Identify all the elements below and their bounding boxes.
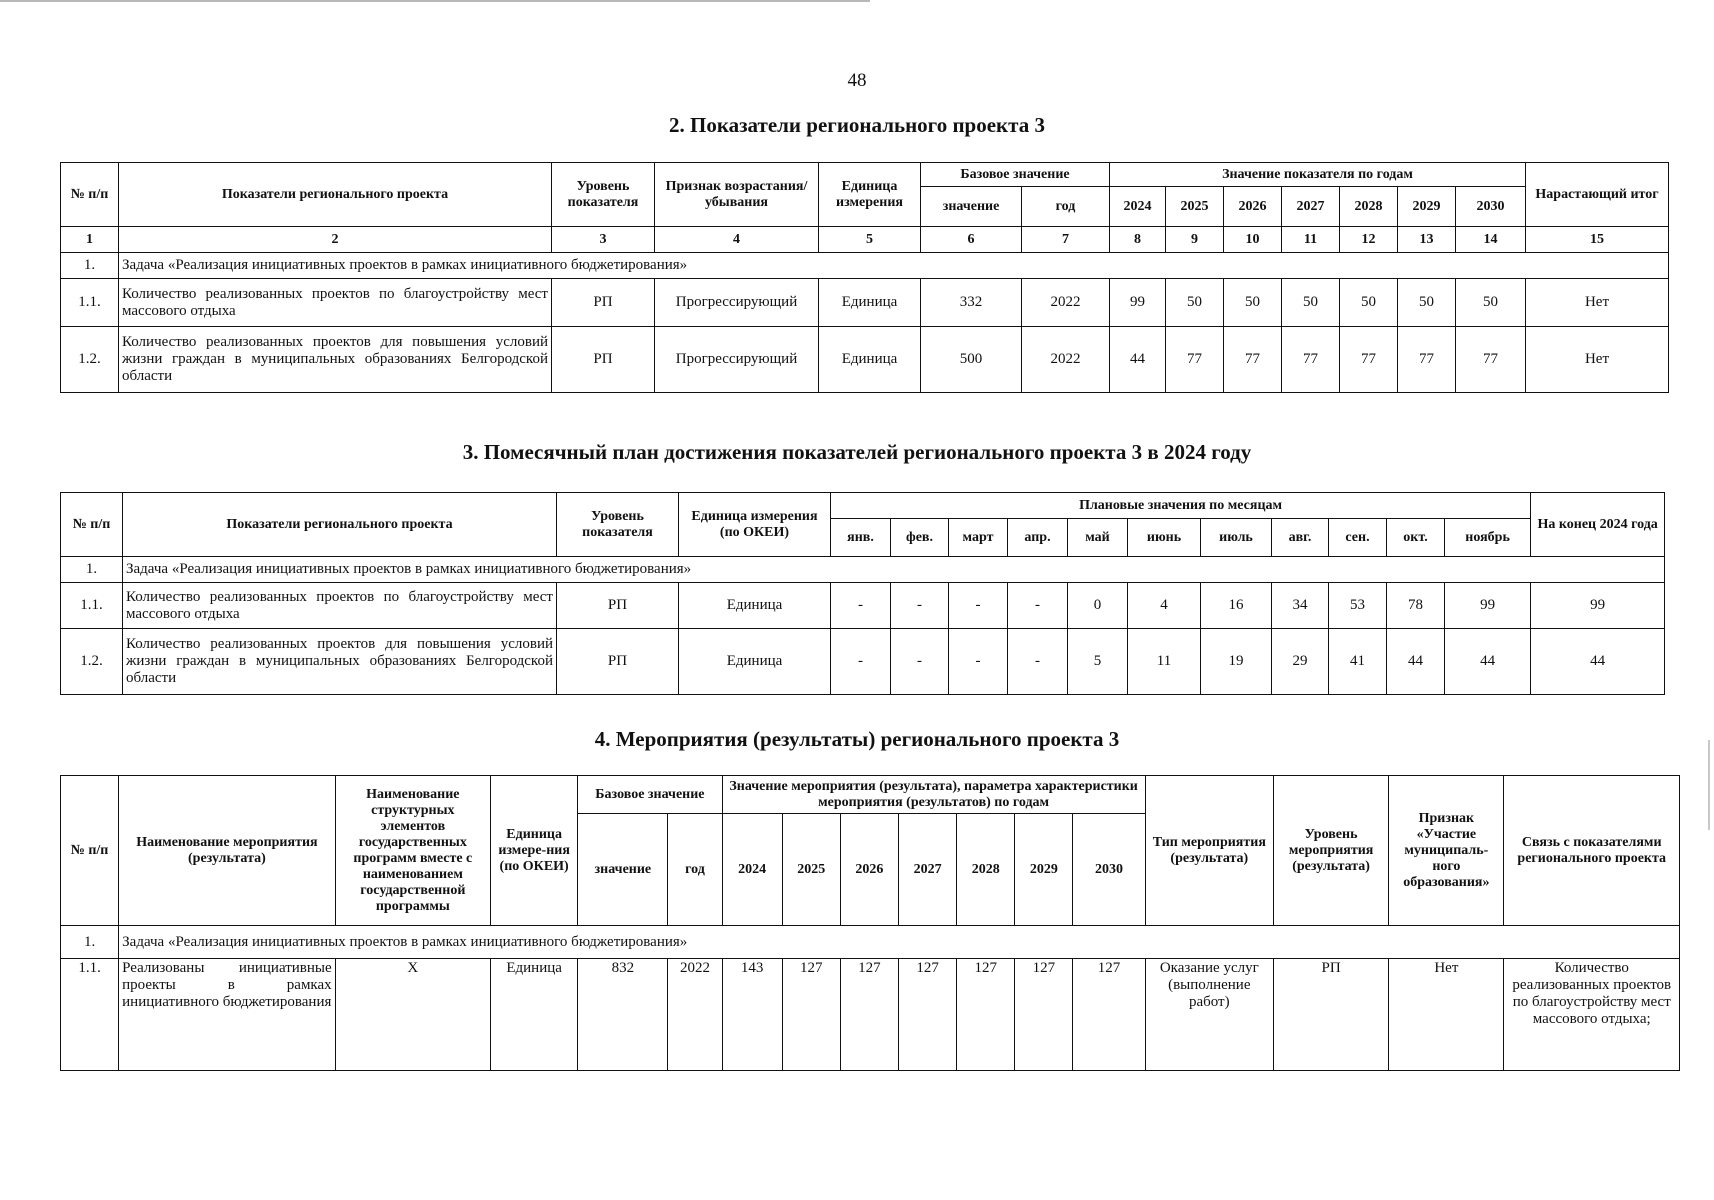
task-number: 1.: [61, 926, 119, 959]
structural-element: Х: [335, 959, 490, 1071]
activity-unit: Единица: [491, 959, 578, 1071]
indicator-sign: Прогрессирующий: [655, 327, 819, 393]
month-value: 41: [1329, 629, 1387, 695]
indicator-sign: Прогрессирующий: [655, 279, 819, 327]
col-unit-header: Единица измере-ния (по ОКЕИ): [491, 776, 578, 926]
col-indicator-header: Показатели регионального проекта: [123, 493, 557, 557]
year-value: 127: [782, 959, 840, 1071]
year-header: 2026: [1224, 187, 1282, 227]
month-value: 16: [1201, 583, 1272, 629]
column-number: 15: [1526, 227, 1669, 253]
base-year: 2022: [1022, 279, 1110, 327]
year-value: 143: [722, 959, 782, 1071]
column-number: 5: [819, 227, 921, 253]
cumulative-value: Нет: [1526, 327, 1669, 393]
end-value: 99: [1531, 583, 1665, 629]
col-num-header: № п/п: [61, 493, 123, 557]
section2-title: 2. Показатели регионального проекта 3: [669, 113, 1045, 137]
year-value: 77: [1282, 327, 1340, 393]
table-header-row: [61, 163, 1669, 187]
month-value: 44: [1387, 629, 1445, 695]
municipal-participation: Нет: [1389, 959, 1504, 1071]
year-value: 44: [1110, 327, 1166, 393]
column-number: 12: [1340, 227, 1398, 253]
month-header: окт.: [1387, 519, 1445, 557]
year-header: 2029: [1398, 187, 1456, 227]
table-row: [61, 629, 1665, 695]
scan-edge-right: [1708, 740, 1710, 830]
year-header: 2024: [1110, 187, 1166, 227]
month-value: 29: [1272, 629, 1329, 695]
month-header: ноябрь: [1445, 519, 1531, 557]
col-level-header: Уровень мероприятия (результата): [1273, 776, 1388, 926]
month-value: 4: [1128, 583, 1201, 629]
year-value: 127: [899, 959, 957, 1071]
col-municipal-header: Признак «Участие муниципаль-ного образования»: [1389, 776, 1504, 926]
month-value: 19: [1201, 629, 1272, 695]
task-row: [61, 253, 1669, 279]
column-number: 8: [1110, 227, 1166, 253]
year-header: 2028: [1340, 187, 1398, 227]
year-header: 2024: [722, 814, 782, 926]
column-number: 3: [552, 227, 655, 253]
year-value: 50: [1340, 279, 1398, 327]
table-row: [61, 959, 1680, 1071]
activity-level: РП: [1273, 959, 1388, 1071]
month-header: авг.: [1272, 519, 1329, 557]
column-number: 9: [1166, 227, 1224, 253]
year-value: 99: [1110, 279, 1166, 327]
base-value: 832: [578, 959, 668, 1071]
month-value: 99: [1445, 583, 1531, 629]
linked-indicator: Количество реализованных проектов по благоустройству мест массового отдыха;: [1504, 959, 1680, 1071]
task-row: [61, 557, 1665, 583]
indicator-unit: Единица: [819, 279, 921, 327]
column-number: 4: [655, 227, 819, 253]
activities-table: [60, 775, 1680, 1071]
col-name-header: Наименование мероприятия (результата): [119, 776, 336, 926]
year-value: 50: [1166, 279, 1224, 327]
month-value: 0: [1068, 583, 1128, 629]
col-sign-header: Признак возрастания/ убывания: [655, 163, 819, 227]
col-base-header: Базовое значение: [578, 776, 722, 814]
indicator-name: Количество реализованных проектов для повышения условий жизни граждан в муниципальных образованиях Белгородской области: [123, 629, 557, 695]
year-value: 50: [1456, 279, 1526, 327]
month-value: 53: [1329, 583, 1387, 629]
column-number: 13: [1398, 227, 1456, 253]
task-number: 1.: [61, 253, 119, 279]
month-value: 78: [1387, 583, 1445, 629]
indicator-level: РП: [552, 327, 655, 393]
year-value: 77: [1224, 327, 1282, 393]
year-value: 127: [1073, 959, 1145, 1071]
year-header: 2025: [782, 814, 840, 926]
month-header: янв.: [831, 519, 891, 557]
col-base-year-header: год: [1022, 187, 1110, 227]
month-value: -: [831, 629, 891, 695]
cumulative-value: Нет: [1526, 279, 1669, 327]
indicator-name: Количество реализованных проектов по благоустройству мест массового отдыха: [119, 279, 552, 327]
base-year: 2022: [668, 959, 722, 1071]
base-value: 332: [921, 279, 1022, 327]
indicator-unit: Единица: [679, 583, 831, 629]
task-row: [61, 926, 1680, 959]
col-base-value-header: значение: [921, 187, 1022, 227]
col-years-header: Значение мероприятия (результата), параметра характеристики мероприятия (результатов) по годам: [722, 776, 1145, 814]
col-cumulative-header: Нарастающий итог: [1526, 163, 1669, 227]
table-row: [61, 583, 1665, 629]
col-indicator-header: Показатели регионального проекта: [119, 163, 552, 227]
month-value: 11: [1128, 629, 1201, 695]
indicators-table: [60, 162, 1669, 393]
page-number: 48: [847, 70, 867, 91]
table-row: [61, 327, 1669, 393]
month-value: 5: [1068, 629, 1128, 695]
year-header: 2025: [1166, 187, 1224, 227]
indicator-unit: Единица: [819, 327, 921, 393]
year-value: 77: [1398, 327, 1456, 393]
col-level-header: Уровень показателя: [552, 163, 655, 227]
column-number: 7: [1022, 227, 1110, 253]
month-header: июнь: [1128, 519, 1201, 557]
month-value: -: [949, 583, 1008, 629]
year-value: 77: [1456, 327, 1526, 393]
col-num-header: № п/п: [61, 163, 119, 227]
col-base-year-header: год: [668, 814, 722, 926]
row-number: 1.2.: [61, 629, 123, 695]
month-header: март: [949, 519, 1008, 557]
column-number: 1: [61, 227, 119, 253]
column-numbers-row: [61, 227, 1669, 253]
task-text: Задача «Реализация инициативных проектов в рамках инициативного бюджетирования»: [119, 253, 1669, 279]
col-base-value-header: значение: [578, 814, 668, 926]
indicator-name: Количество реализованных проектов по благоустройству мест массового отдыха: [123, 583, 557, 629]
indicator-level: РП: [552, 279, 655, 327]
month-value: 34: [1272, 583, 1329, 629]
column-number: 14: [1456, 227, 1526, 253]
task-number: 1.: [61, 557, 123, 583]
column-number: 10: [1224, 227, 1282, 253]
indicator-level: РП: [557, 583, 679, 629]
col-structural-header: Наименование структурных элементов государственных программ вместе с наименованием государственной программы: [335, 776, 490, 926]
col-link-header: Связь с показателями регионального проекта: [1504, 776, 1680, 926]
month-header: июль: [1201, 519, 1272, 557]
table-header-row: [61, 493, 1665, 519]
row-number: 1.1.: [61, 959, 119, 1071]
year-value: 50: [1282, 279, 1340, 327]
month-value: -: [1008, 629, 1068, 695]
month-header: сен.: [1329, 519, 1387, 557]
row-number: 1.2.: [61, 327, 119, 393]
month-value: -: [831, 583, 891, 629]
year-value: 50: [1398, 279, 1456, 327]
year-value: 77: [1166, 327, 1224, 393]
month-value: -: [891, 629, 949, 695]
year-value: 127: [840, 959, 898, 1071]
year-header: 2027: [1282, 187, 1340, 227]
year-header: 2030: [1073, 814, 1145, 926]
month-header: фев.: [891, 519, 949, 557]
indicator-name: Количество реализованных проектов для повышения условий жизни граждан в муниципальных образованиях Белгородской области: [119, 327, 552, 393]
month-value: 44: [1445, 629, 1531, 695]
year-value: 127: [957, 959, 1015, 1071]
year-value: 127: [1015, 959, 1073, 1071]
row-number: 1.1.: [61, 583, 123, 629]
table-row: [61, 279, 1669, 327]
col-num-header: № п/п: [61, 776, 119, 926]
year-value: 77: [1340, 327, 1398, 393]
col-years-header: Значение показателя по годам: [1110, 163, 1526, 187]
col-end-header: На конец 2024 года: [1531, 493, 1665, 557]
year-header: 2030: [1456, 187, 1526, 227]
end-value: 44: [1531, 629, 1665, 695]
year-header: 2027: [899, 814, 957, 926]
month-header: апр.: [1008, 519, 1068, 557]
year-value: 50: [1224, 279, 1282, 327]
table-header-row: [61, 776, 1680, 814]
section4-title: 4. Мероприятия (результаты) регионального проекта 3: [594, 727, 1120, 751]
year-header: 2026: [840, 814, 898, 926]
year-header: 2028: [957, 814, 1015, 926]
month-header: май: [1068, 519, 1128, 557]
month-value: -: [891, 583, 949, 629]
col-unit-header: Единица измерения: [819, 163, 921, 227]
task-text: Задача «Реализация инициативных проектов в рамках инициативного бюджетирования»: [123, 557, 1665, 583]
col-months-header: Плановые значения по месяцам: [831, 493, 1531, 519]
month-value: -: [1008, 583, 1068, 629]
col-level-header: Уровень показателя: [557, 493, 679, 557]
base-year: 2022: [1022, 327, 1110, 393]
column-number: 11: [1282, 227, 1340, 253]
task-text: Задача «Реализация инициативных проектов в рамках инициативного бюджетирования»: [119, 926, 1680, 959]
section3-title: 3. Помесячный план достижения показателей регионального проекта 3 в 2024 году: [462, 440, 1252, 464]
indicator-level: РП: [557, 629, 679, 695]
scan-edge-top: [0, 0, 870, 2]
row-number: 1.1.: [61, 279, 119, 327]
indicator-unit: Единица: [679, 629, 831, 695]
col-base-header: Базовое значение: [921, 163, 1110, 187]
col-unit-header: Единица измерения (по ОКЕИ): [679, 493, 831, 557]
column-number: 2: [119, 227, 552, 253]
activity-name: Реализованы инициативные проекты в рамках инициативного бюджетирования: [119, 959, 336, 1071]
monthly-plan-table: [60, 492, 1665, 695]
activity-type: Оказание услуг (выполнение работ): [1145, 959, 1273, 1071]
month-value: -: [949, 629, 1008, 695]
base-value: 500: [921, 327, 1022, 393]
year-header: 2029: [1015, 814, 1073, 926]
col-type-header: Тип мероприятия (результата): [1145, 776, 1273, 926]
column-number: 6: [921, 227, 1022, 253]
